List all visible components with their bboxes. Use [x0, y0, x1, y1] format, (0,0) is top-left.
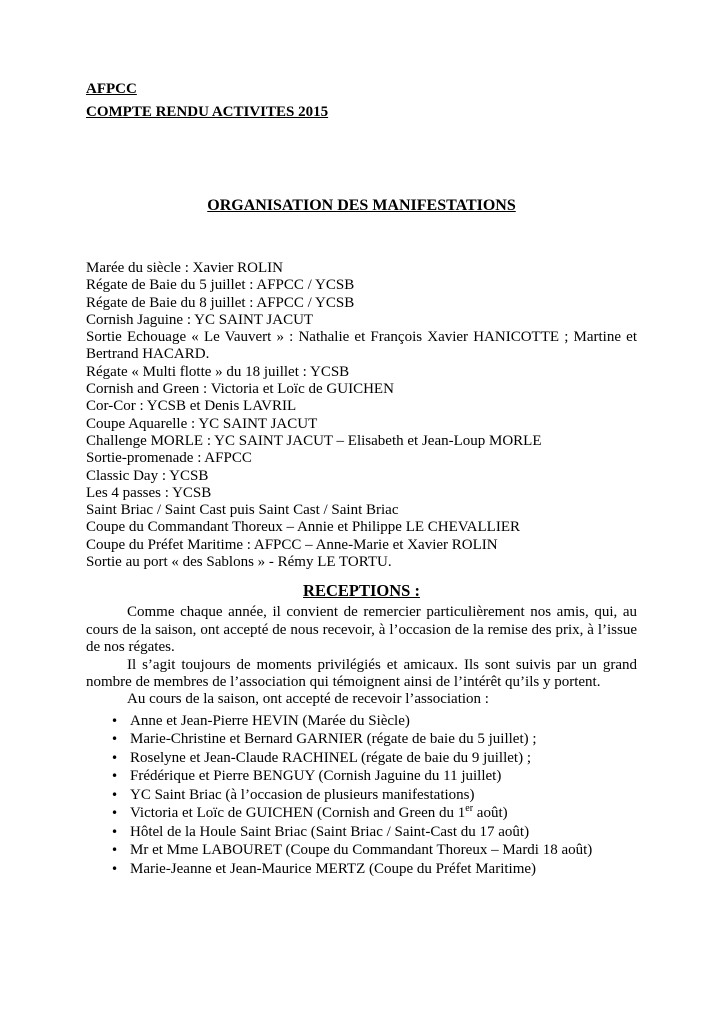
list-item — [86, 767, 637, 786]
list-item — [86, 804, 637, 823]
event-line: Cor-Cor : YCSB et Denis LAVRIL — [86, 398, 297, 415]
bullet-marker: • — [111, 713, 119, 728]
list-item — [86, 730, 637, 749]
event-line: Régate de Baie du 8 juillet : AFPCC / YCSB — [86, 294, 355, 311]
list-item — [86, 786, 637, 805]
section-title-receptions — [86, 581, 637, 601]
bullet-marker: • — [111, 824, 119, 839]
event-line: Sortie au port « des Sablons » - Rémy LE TORTU. — [86, 554, 392, 571]
events-list — [86, 260, 637, 571]
paragraph-2: Il s’agit toujours de moments privilégiés et amicaux. Ils sont suivis par un grand nombre de membres de l’association qui témoignent ainsi de l’intérêt qu’ils y portent. — [86, 656, 637, 690]
event-line: Sortie Echouage « Le Vauvert » : Nathalie et François Xavier HANICOTTE ; Martine et Bertrand HACARD. — [86, 329, 637, 363]
bullet-marker: • — [111, 732, 119, 747]
bullet-text: YC Saint Briac (à l’occasion de plusieurs manifestations) — [130, 786, 475, 803]
section-title-receptions-text: RECEPTIONS : — [303, 581, 420, 601]
bullet-text: Hôtel de la Houle Saint Briac (Saint Briac / Saint-Cast du 17 août) — [130, 823, 530, 840]
event-line: Cornish Jaguine : YC SAINT JACUT — [86, 311, 314, 328]
bullet-text: Anne et Jean-Pierre HEVIN (Marée du Siècle) — [130, 712, 410, 729]
doc-title-line1: AFPCC — [86, 81, 137, 97]
bullet-text: Frédérique et Pierre BENGUY (Cornish Jaguine du 11 juillet) — [130, 768, 502, 785]
bullet-marker: • — [111, 787, 119, 802]
list-item — [86, 860, 637, 879]
bullet-text — [130, 804, 637, 823]
list-item — [86, 749, 637, 768]
event-line: Coupe du Préfet Maritime : AFPCC – Anne-Marie et Xavier ROLIN — [86, 536, 498, 553]
event-line: Marée du siècle : Xavier ROLIN — [86, 260, 284, 276]
event-line: Régate « Multi flotte » du 18 juillet : YCSB — [86, 363, 350, 380]
document-header — [86, 78, 637, 124]
event-line: Les 4 passes : YCSB — [86, 484, 212, 501]
doc-title-line2: COMPTE RENDU ACTIVITES 2015 — [86, 104, 329, 120]
paragraph-3: Au cours de la saison, ont accepté de recevoir l’association : — [127, 691, 489, 708]
section-title-manifestations — [86, 196, 637, 216]
receptions-list — [86, 712, 637, 879]
bullet-text: Mr et Mme LABOURET (Coupe du Commandant Thoreux – Mardi 18 août) — [130, 842, 593, 859]
bullet-marker: • — [111, 843, 119, 858]
bullet-text-post: août) — [473, 805, 508, 822]
bullet-marker: • — [111, 769, 119, 784]
section-title-manifestations-text: ORGANISATION DES MANIFESTATIONS — [207, 197, 516, 214]
bullet-text-pre: Victoria et Loïc de GUICHEN (Cornish and Green du 1 — [130, 805, 466, 822]
event-line: Coupe du Commandant Thoreux – Annie et Philippe LE CHEVALLIER — [86, 519, 520, 536]
bullet-text: Marie-Jeanne et Jean-Maurice MERTZ (Coupe du Préfet Maritime) — [130, 860, 537, 877]
event-line: Coupe Aquarelle : YC SAINT JACUT — [86, 415, 318, 432]
event-line: Cornish and Green : Victoria et Loïc de GUICHEN — [86, 381, 394, 398]
event-line: Régate de Baie du 5 juillet : AFPCC / YCSB — [86, 277, 355, 294]
event-line: Challenge MORLE : YC SAINT JACUT – Elisabeth et Jean-Loup MORLE — [86, 432, 542, 449]
list-item — [86, 841, 637, 860]
bullet-marker: • — [111, 861, 119, 876]
event-line: Saint Briac / Saint Cast puis Saint Cast / Saint Briac — [86, 502, 399, 519]
bullet-text: Roselyne et Jean-Claude RACHINEL (régate de baie du 9 juillet) ; — [130, 749, 531, 766]
event-line: Sortie-promenade : AFPCC — [86, 450, 252, 467]
paragraph-1: Comme chaque année, il convient de remercier particulièrement nos amis, qui, au cours de la saison, ont accepté de nous recevoir, à l’occasion de la remise des prix, à l’issue de nos régates. — [86, 604, 637, 656]
list-item — [86, 712, 637, 731]
bullet-marker: • — [111, 806, 119, 821]
bullet-text: Marie-Christine et Bernard GARNIER (régate de baie du 5 juillet) ; — [130, 731, 537, 748]
bullet-text-superscript: er — [465, 803, 474, 815]
list-item — [86, 823, 637, 842]
event-line: Classic Day : YCSB — [86, 467, 209, 484]
bullet-marker: • — [111, 750, 119, 765]
